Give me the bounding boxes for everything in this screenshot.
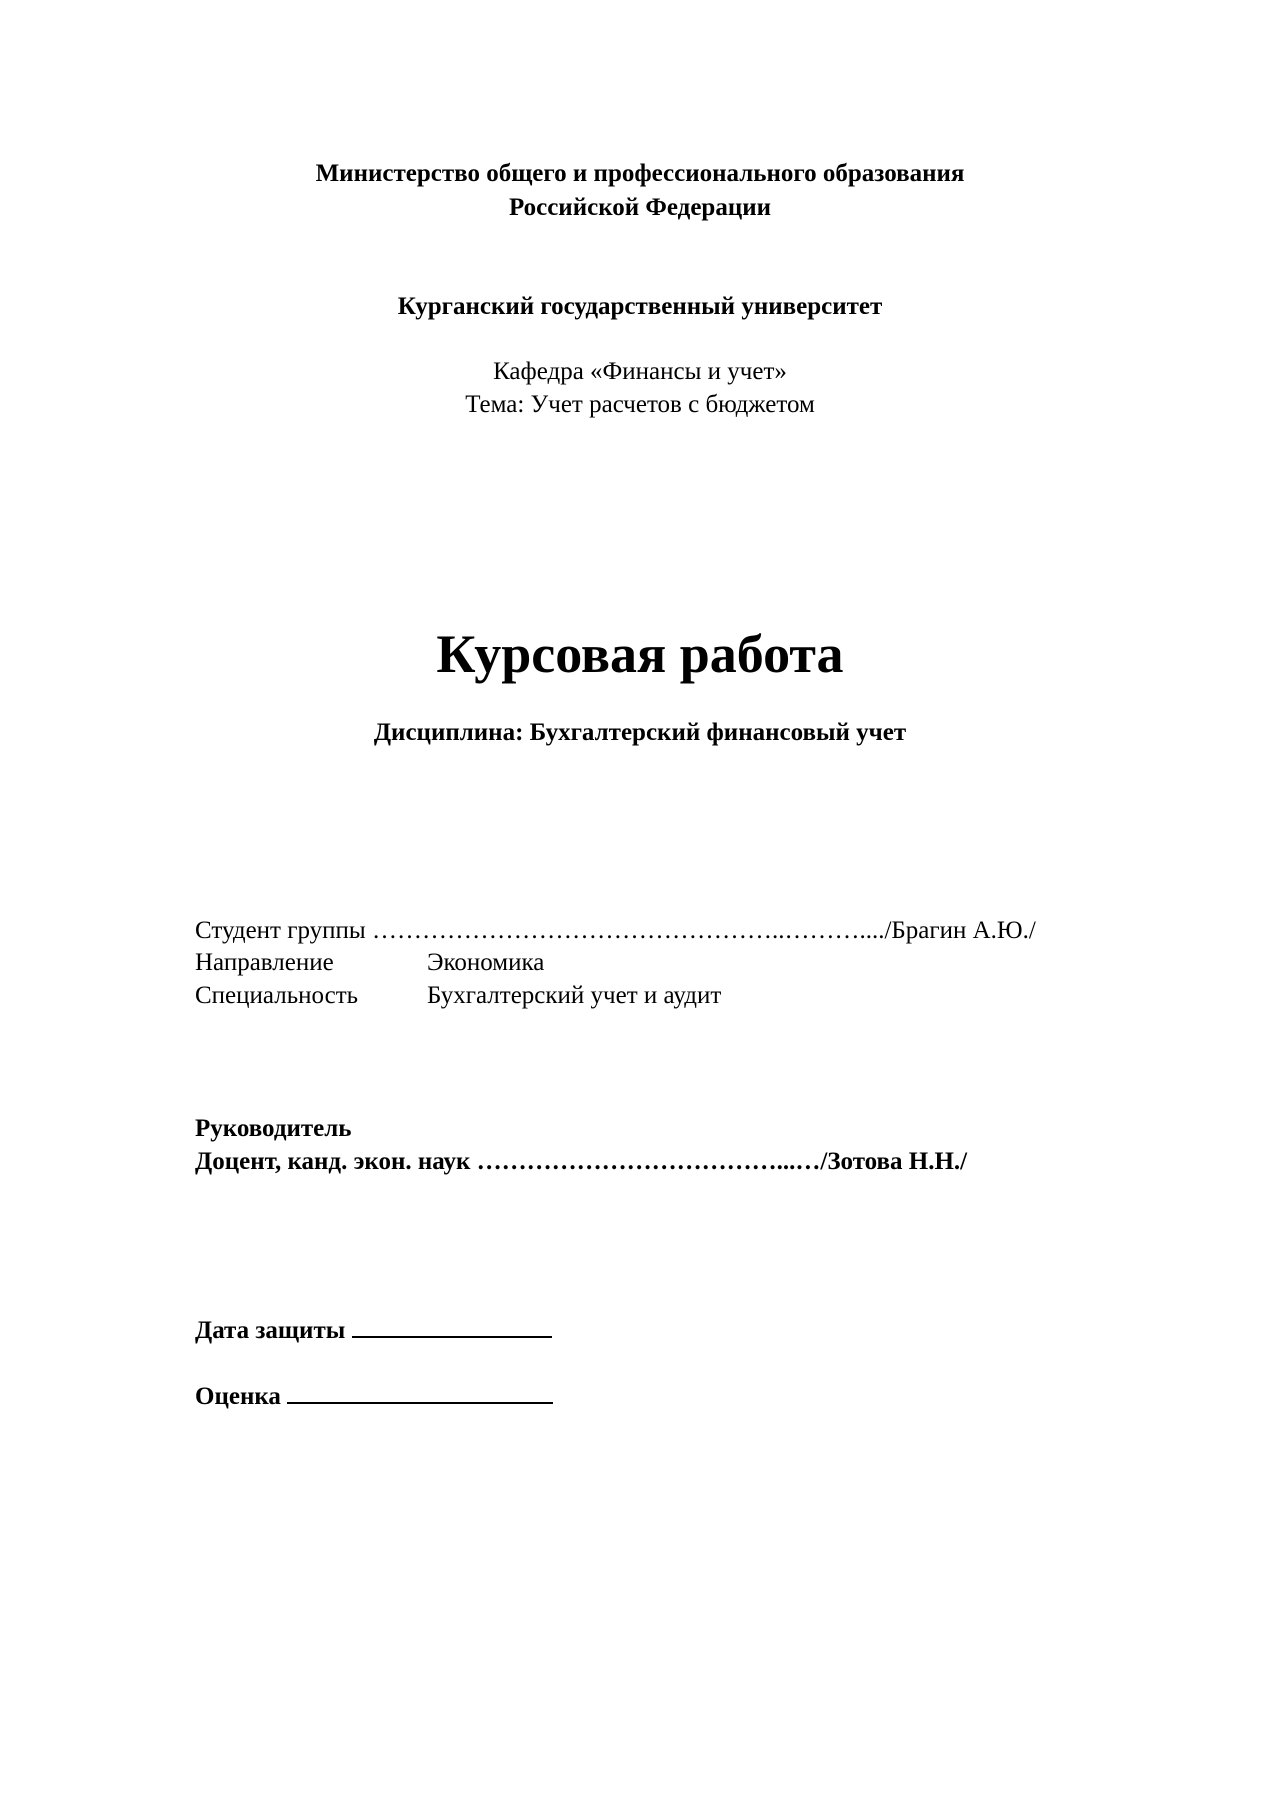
specialty-label: Специальность — [195, 982, 359, 1009]
student-line: Студент группы …………………………………………..………..../Брагин А.Ю./ — [195, 917, 1036, 944]
defense-date-row — [195, 1314, 552, 1343]
grade-blank[interactable] — [287, 1380, 553, 1404]
supervisor-line: Доцент, канд. экон. наук ………………………………...…/Зотова Н.Н./ — [195, 1148, 968, 1175]
discipline-line: Дисциплина: Бухгалтерский финансовый учет — [373, 719, 907, 746]
supervisor-label: Руководитель — [195, 1115, 352, 1142]
direction-value: Экономика — [427, 949, 545, 976]
direction-row — [195, 950, 544, 975]
ministry-line-2: Российской Федерации — [508, 194, 772, 221]
document-title: Курсовая работа — [436, 624, 844, 684]
topic-line: Тема: Учет расчетов с бюджетом — [465, 391, 815, 418]
grade-row — [195, 1380, 553, 1409]
direction-label: Направление — [195, 949, 334, 976]
department-name: Кафедра «Финансы и учет» — [493, 358, 787, 385]
grade-label: Оценка — [195, 1383, 281, 1410]
defense-date-label: Дата защиты — [195, 1317, 346, 1344]
ministry-line-1: Министерство общего и профессионального образования — [315, 160, 965, 187]
specialty-row — [195, 983, 721, 1008]
specialty-value: Бухгалтерский учет и аудит — [427, 982, 722, 1009]
defense-date-blank[interactable] — [352, 1314, 552, 1338]
university-name: Курганский государственный университет — [397, 293, 883, 320]
